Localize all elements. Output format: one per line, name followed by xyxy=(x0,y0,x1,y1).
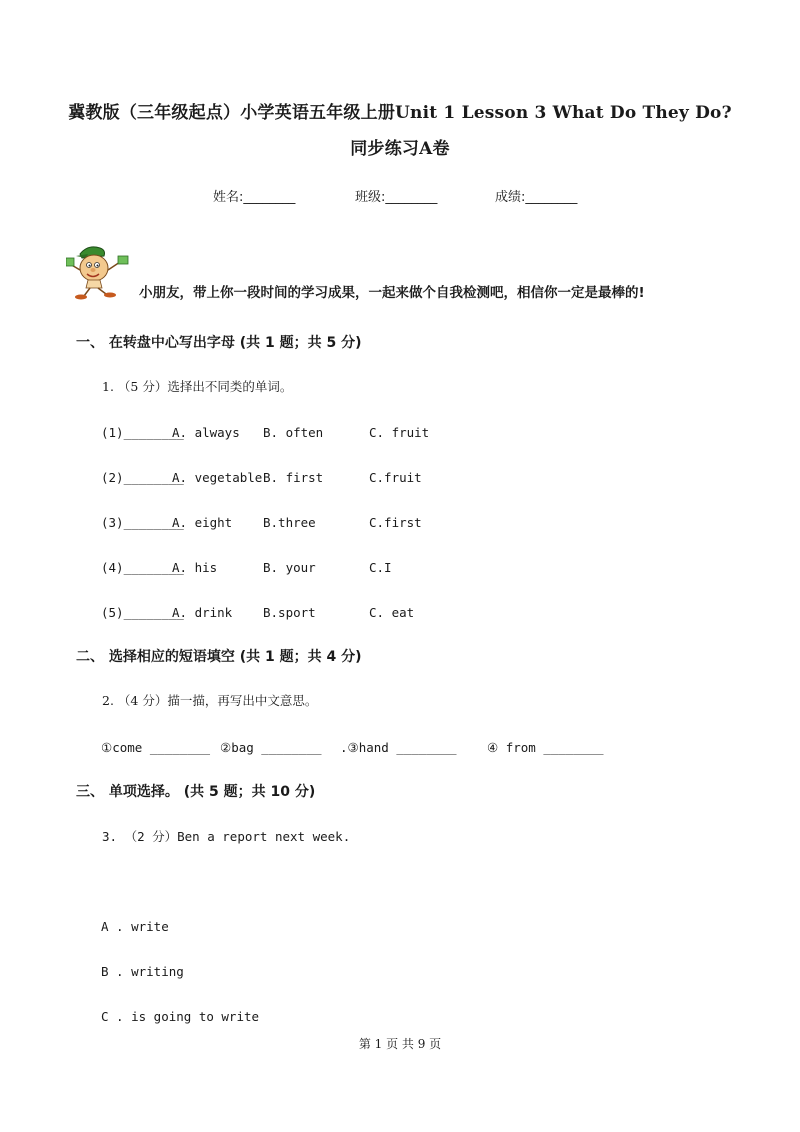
section-heading-3: 三、 单项选择。 (共 5 题；共 10 分) xyxy=(76,784,316,800)
item-number: (2)________ xyxy=(101,470,184,485)
fill-blank-4: ④ from ________ xyxy=(487,740,604,755)
score-field-label: 成绩:________ xyxy=(495,190,578,205)
mascot-illustration xyxy=(66,244,132,300)
page-footer: 第 1 页 共 9 页 xyxy=(358,1037,442,1051)
page-title-line2: 同步练习A卷 xyxy=(350,139,450,159)
answer-option-b: B . writing xyxy=(101,964,184,979)
section-heading-1: 一、 在转盘中心写出字母 (共 1 题；共 5 分) xyxy=(76,335,362,351)
intro-text: 小朋友，带上你一段时间的学习成果，一起来做个自我检测吧，相信你一定是最棒的! xyxy=(139,285,645,301)
fill-blank-1: ①come ________ xyxy=(101,740,211,755)
option-c: C.first xyxy=(369,515,422,530)
option-a: A. drink xyxy=(172,605,233,620)
option-b: B. often xyxy=(263,425,324,440)
question-2-stem: 2. （4 分）描一描，再写出中文意思。 xyxy=(102,693,318,708)
item-number: (3)________ xyxy=(101,515,184,530)
option-b: B.sport xyxy=(263,605,316,620)
option-c: C.fruit xyxy=(369,470,422,485)
option-a: A. his xyxy=(172,560,218,575)
answer-option-c: C . is going to write xyxy=(101,1009,260,1024)
fill-blank-2: ②bag ________ xyxy=(220,740,322,755)
question-1-stem: 1. （5 分）选择出不同类的单词。 xyxy=(102,379,293,394)
class-field-label: 班级:________ xyxy=(355,190,438,205)
option-b: B. first xyxy=(263,470,324,485)
item-number: (5)________ xyxy=(101,605,184,620)
question-3-stem: 3. （2 分）Ben a report next week. xyxy=(102,829,351,844)
option-c: C.I xyxy=(369,560,392,575)
answer-option-a: A . write xyxy=(101,919,169,934)
option-a: A. vegetable xyxy=(172,470,263,485)
option-b: B. your xyxy=(263,560,316,575)
item-number: (1)________ xyxy=(101,425,184,440)
option-b: B.three xyxy=(263,515,316,530)
option-a: A. eight xyxy=(172,515,233,530)
fill-blank-3: .③hand ________ xyxy=(340,740,457,755)
section-heading-2: 二、 选择相应的短语填空 (共 1 题；共 4 分) xyxy=(76,649,362,665)
option-c: C. eat xyxy=(369,605,415,620)
item-number: (4)________ xyxy=(101,560,184,575)
option-a: A. always xyxy=(172,425,240,440)
name-field-label: 姓名:________ xyxy=(213,190,296,205)
page-title-line1: 冀教版（三年级起点）小学英语五年级上册Unit 1 Lesson 3 What Do They Do? xyxy=(68,103,732,123)
option-c: C. fruit xyxy=(369,425,430,440)
